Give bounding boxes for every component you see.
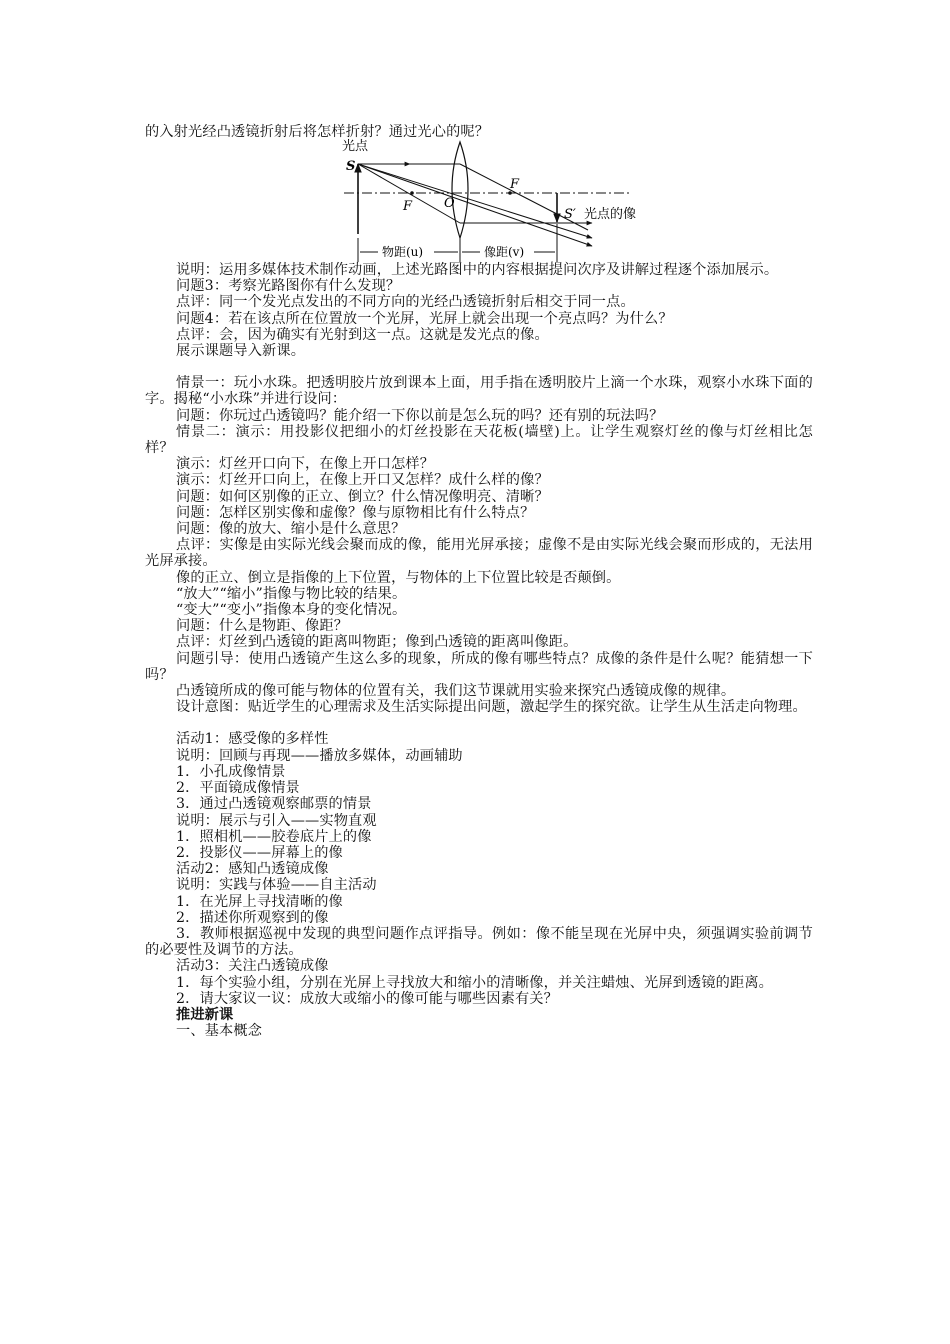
paragraph: 问题4：若在该点所在位置放一个光屏，光屏上就会出现一个亮点吗？为什么？ xyxy=(176,310,673,327)
paragraph: 2．描述你所观察到的像 xyxy=(176,909,329,926)
label-image-distance: 像距(v) xyxy=(484,245,525,259)
focal-point-left xyxy=(410,191,414,195)
label-object-distance: 物距(u) xyxy=(382,245,424,259)
paragraph: 演示：灯丝开口向下，在像上开口怎样？ xyxy=(176,456,435,473)
label-image: 光点的像 xyxy=(584,207,637,222)
paragraph: 点评：会，因为确实有光射到这一点。这就是发光点的像。 xyxy=(176,326,549,343)
paragraph: 一、基本概念 xyxy=(176,1023,263,1040)
paragraph: 问题：像的放大、缩小是什么意思？ xyxy=(176,521,406,538)
paragraph: 1．在光屏上寻找清晰的像 xyxy=(176,893,343,910)
label-light-point: 光点 xyxy=(342,139,369,154)
paragraph: 问题：怎样区别实像和虚像？像与原物相比有什么特点？ xyxy=(176,504,535,521)
paragraph-gap xyxy=(145,359,813,375)
paragraph: 点评：同一个发光点发出的不同方向的光经凸透镜折射后相交于同一点。 xyxy=(176,294,635,311)
section-heading: 推进新课 xyxy=(176,1006,234,1023)
lens-ray-diagram xyxy=(330,138,650,264)
paragraph: 1．每个实验小组，分别在光屏上寻找放大和缩小的清晰像，并关注蜡烛、光屏到透镜的距离。 xyxy=(176,974,774,991)
paragraph: 2．平面镜成像情景 xyxy=(176,780,300,797)
label-o: O xyxy=(444,196,455,211)
paragraph: “变大”“变小”指像本身的变化情况。 xyxy=(176,602,407,619)
paragraph: 点评：实像是由实际光线会聚而成的像，能用光屏承接；虚像不是由实际光线会聚而形成的，无法用光屏承接。 xyxy=(145,537,813,570)
paragraph: 情景二：演示：用投影仪把细小的灯丝投影在天花板(墙壁)上。让学生观察灯丝的像与灯丝相比怎样？ xyxy=(145,423,813,457)
paragraph: 问题3：考察光路图你有什么发现？ xyxy=(176,278,401,295)
label-f-right: F xyxy=(510,177,520,192)
paragraph: 活动3：关注凸透镜成像 xyxy=(176,958,329,975)
paragraph: “放大”“缩小”指像与物比较的结果。 xyxy=(176,585,407,602)
paragraph: 凸透镜所成的像可能与物体的位置有关，我们这节课就用实验来探究凸透镜成像的规律。 xyxy=(176,683,736,700)
paragraph: 说明：实践与体验——自主活动 xyxy=(176,877,377,894)
intro-line: 的入射光经凸透镜折射后将怎样折射？通过光心的呢？ xyxy=(145,124,490,140)
paragraph: 2．投影仪——屏幕上的像 xyxy=(176,844,343,861)
paragraph: 1．照相机——胶卷底片上的像 xyxy=(176,828,372,845)
paragraph-gap xyxy=(145,715,813,731)
paragraph: 1．小孔成像情景 xyxy=(176,763,286,780)
paragraph: 演示：灯丝开口向上，在像上开口又怎样？成什么样的像？ xyxy=(176,472,549,489)
body-text xyxy=(145,262,813,1039)
paragraph: 展示课题导入新课。 xyxy=(176,343,306,360)
paragraph: 设计意图：贴近学生的心理需求及生活实际提出问题，激起学生的探究欲。让学生从生活走向物理。 xyxy=(176,699,807,716)
paragraph: 活动2：感知凸透镜成像 xyxy=(176,861,329,878)
paragraph: 问题：什么是物距、像距？ xyxy=(176,618,349,635)
paragraph: 说明：回顾与再现——播放多媒体，动画辅助 xyxy=(176,747,463,764)
paragraph: 说明：运用多媒体技术制作动画，上述光路图中的内容根据提问次序及讲解过程逐个添加展示。 xyxy=(176,262,779,278)
paragraph: 情景一：玩小水珠。把透明胶片放到课本上面，用手指在透明胶片上滴一个水珠，观察小水珠下面的字。揭秘“小水珠”并进行设问： xyxy=(145,375,813,408)
paragraph: 问题引导：使用凸透镜产生这么多的现象，所成的像有哪些特点？成像的条件是什么呢？能猜想一下吗？ xyxy=(145,650,813,683)
paragraph: 问题：你玩过凸透镜吗？能介绍一下你以前是怎么玩的吗？还有别的玩法吗？ xyxy=(176,407,664,424)
paragraph: 说明：展示与引入——实物直观 xyxy=(176,812,377,829)
convex-lens xyxy=(452,142,468,238)
paragraph: 3．通过凸透镜观察邮票的情景 xyxy=(176,796,372,813)
paragraph: 活动1：感受像的多样性 xyxy=(176,731,329,748)
paragraph: 3．教师根据巡视中发现的典型问题作点评指导。例如：像不能呈现在光屏中央，须强调实验前调节的必要性及调节的方法。 xyxy=(145,925,813,959)
label-f-left: F xyxy=(403,199,413,214)
label-s: S xyxy=(346,159,356,174)
paragraph: 2．请大家议一议：成放大或缩小的像可能与哪些因素有关？ xyxy=(176,990,558,1007)
paragraph: 问题：如何区别像的正立、倒立？什么情况像明亮、清晰？ xyxy=(176,488,549,505)
paragraph: 像的正立、倒立是指像的上下位置，与物体的上下位置比较是否颠倒。 xyxy=(176,569,621,586)
paragraph: 点评：灯丝到凸透镜的距离叫物距；像到凸透镜的距离叫像距。 xyxy=(176,634,578,651)
ray-focal xyxy=(358,164,460,223)
label-s-prime: S′ xyxy=(564,207,576,222)
